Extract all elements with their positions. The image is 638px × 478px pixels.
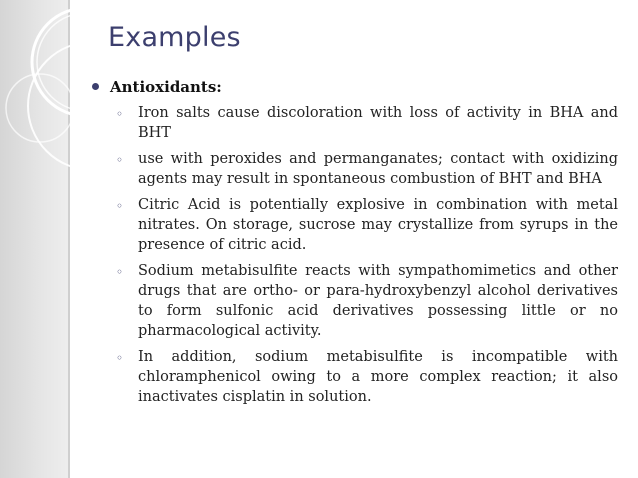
- hollow-circle-bullet-icon: ◦: [116, 351, 124, 365]
- list-item-text: Sodium metabisulfite reacts with sympathomimetics and other drugs that are ortho- or para-hydroxybenzyl alcohol derivatives to form sulfonic acid derivatives possessing little or no pharmacological activity.: [138, 263, 618, 339]
- slide-title: Examples: [108, 22, 241, 53]
- filled-circle-bullet-icon: [92, 83, 99, 90]
- list-item-text: In addition, sodium metabisulfite is incompatible with chloramphenicol owing to a more complex reaction; it also inactivates cisplatin in solution.: [138, 349, 618, 405]
- hollow-circle-bullet-icon: ◦: [116, 153, 124, 167]
- list-item: [92, 261, 618, 341]
- hollow-circle-bullet-icon: ◦: [116, 265, 124, 279]
- section-heading: Antioxidants:: [110, 78, 222, 96]
- list-item: [92, 195, 618, 255]
- bullet-antioxidants: [92, 78, 618, 96]
- hollow-circle-bullet-icon: ◦: [116, 107, 124, 121]
- list-item: [92, 149, 618, 189]
- hollow-circle-bullet-icon: ◦: [116, 199, 124, 213]
- slide-content: [92, 78, 618, 413]
- list-item-text: Citric Acid is potentially explosive in combination with metal nitrates. On storage, sucrose may crystallize from syrups in the presence of citric acid.: [138, 197, 618, 253]
- list-item-text: use with peroxides and permanganates; contact with oxidizing agents may result in spontaneous combustion of BHT and BHA: [138, 151, 618, 187]
- list-item: [92, 103, 618, 143]
- sub-bullet-list: [92, 103, 618, 407]
- list-item: [92, 347, 618, 407]
- list-item-text: Iron salts cause discoloration with loss of activity in BHA and BHT: [138, 105, 618, 141]
